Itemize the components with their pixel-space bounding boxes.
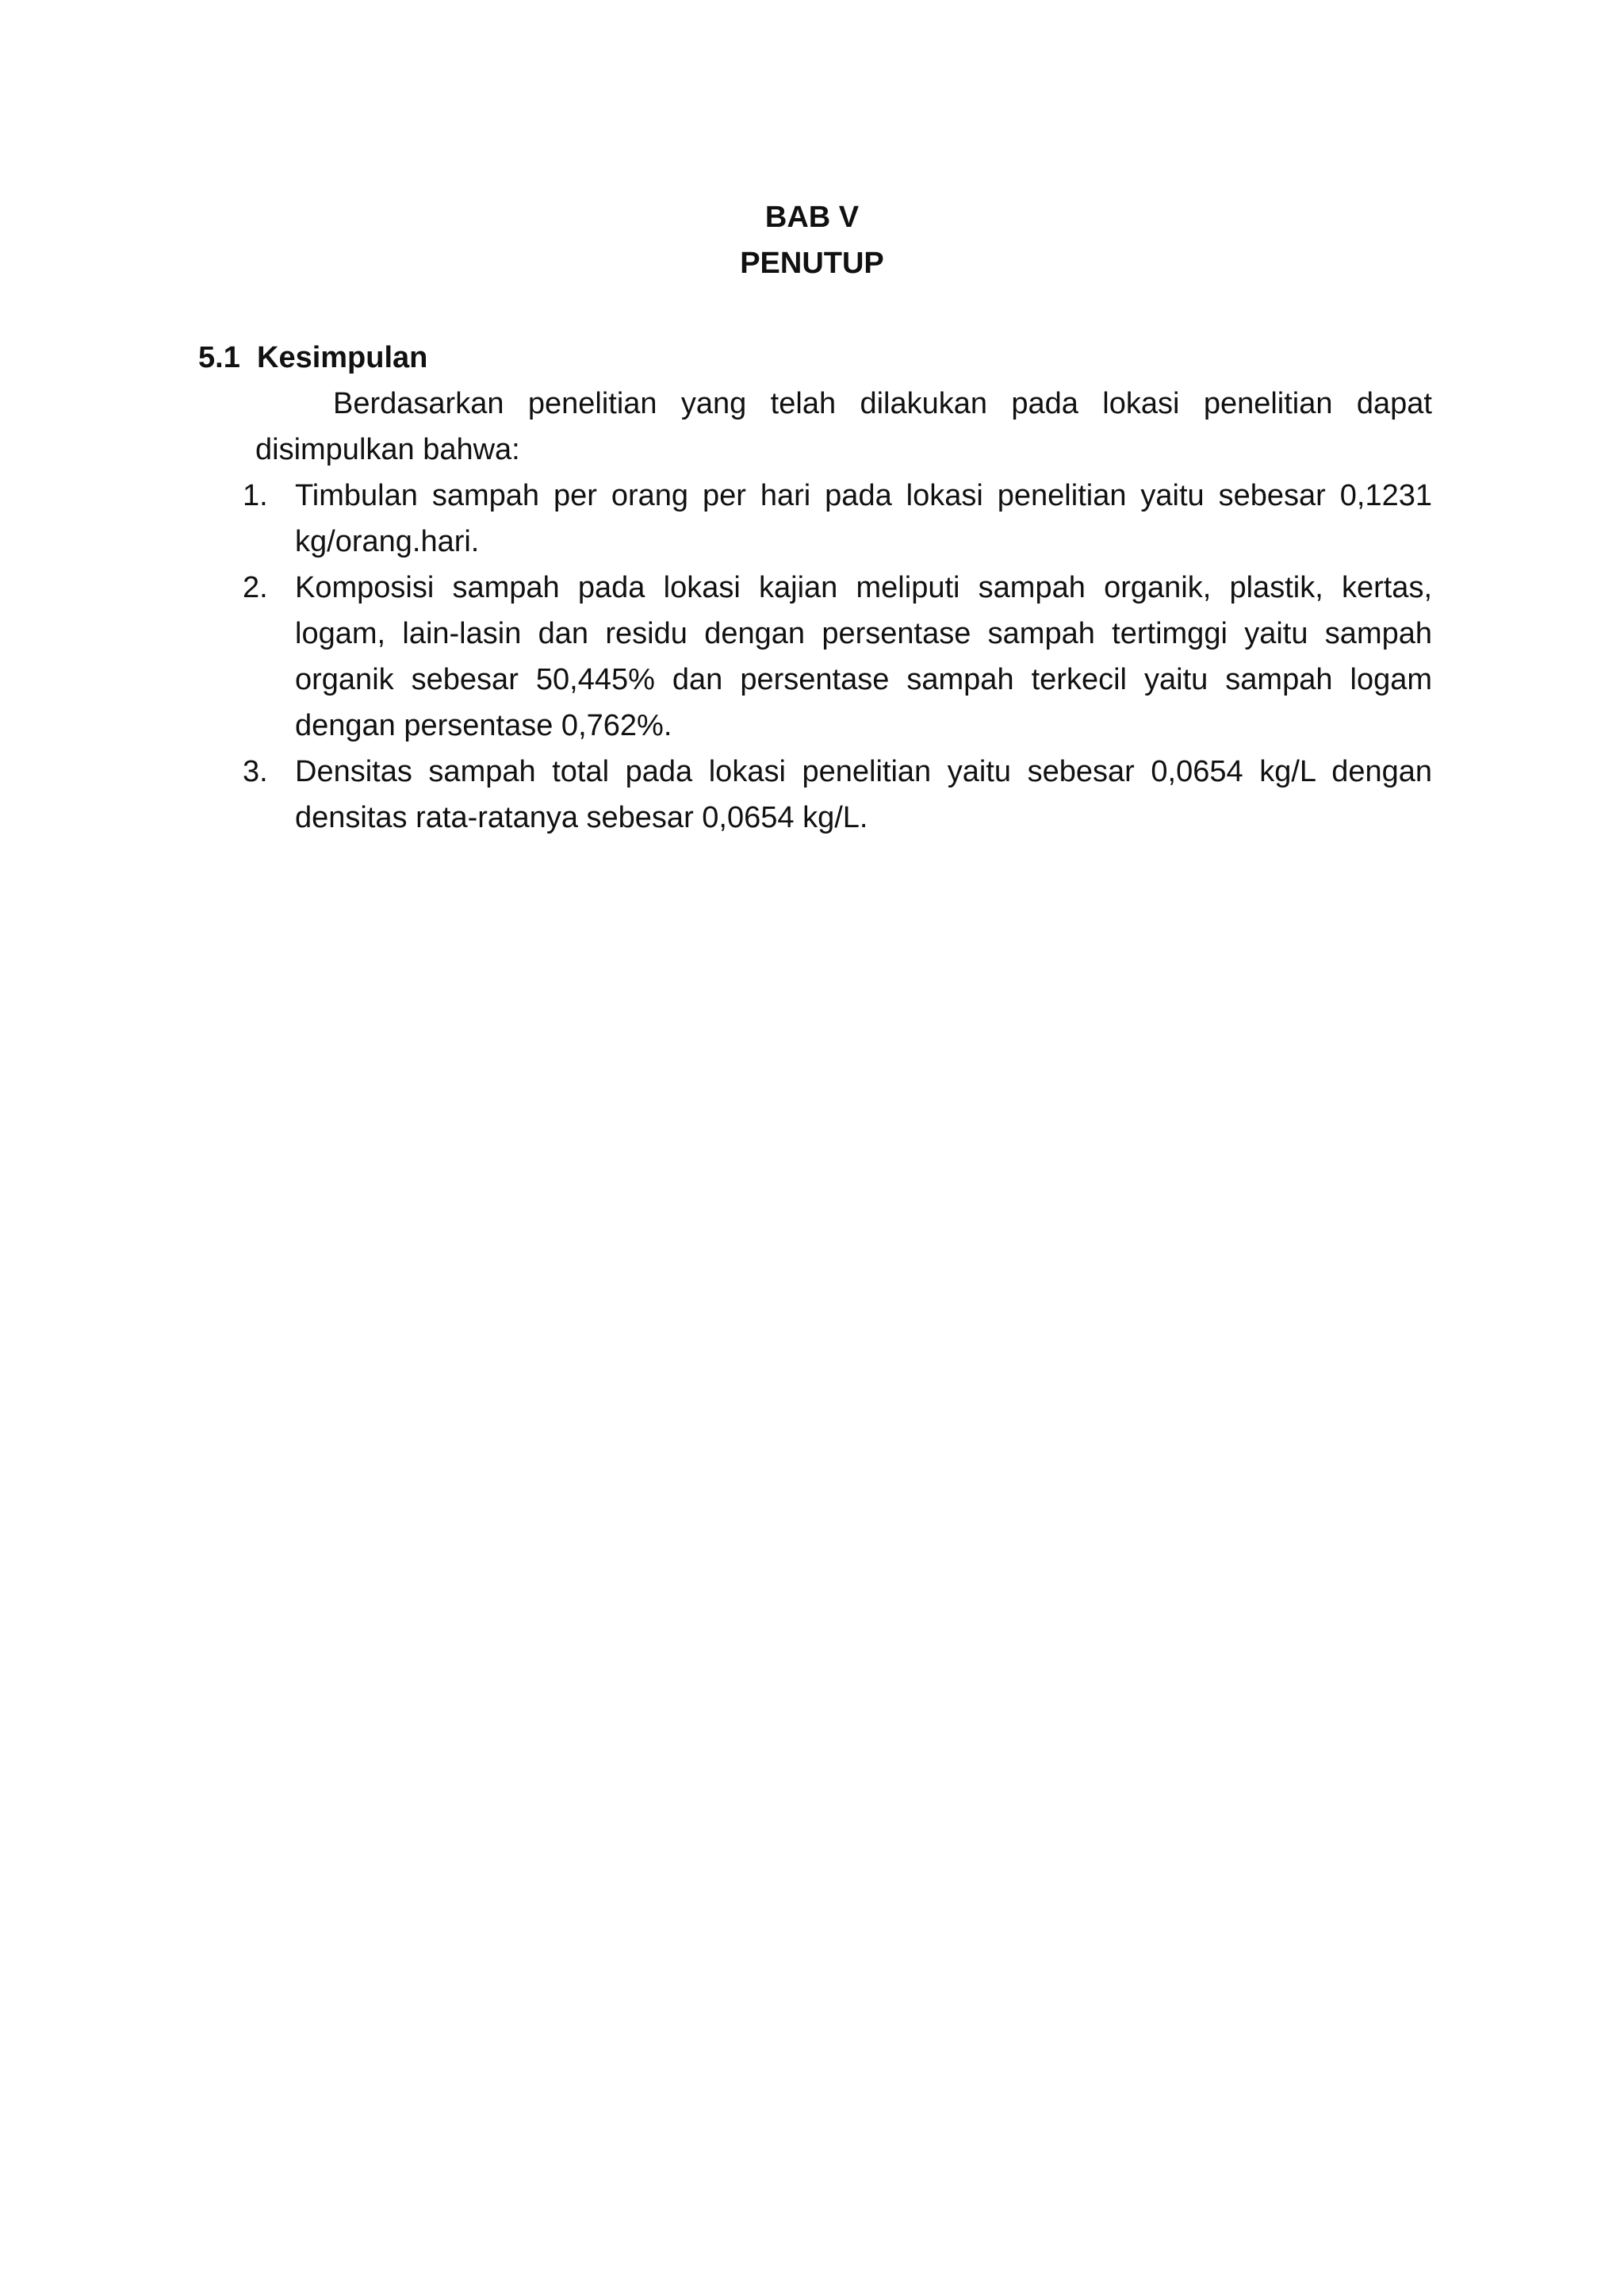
chapter-number: BAB V: [764, 201, 860, 234]
conclusion-text: Timbulan sampah per orang per hari pada lokasi penelitian yaitu sebesar 0,1231 kg/orang.hari.: [295, 479, 1432, 558]
list-marker: 3.: [243, 755, 268, 788]
conclusion-item-2: [243, 565, 1432, 749]
intro-paragraph: Berdasarkan penelitian yang telah dilakukan pada lokasi penelitian dapat disimpulkan bahwa:: [255, 387, 1432, 466]
section-heading: [198, 335, 427, 381]
conclusion-item-3: [243, 749, 1432, 841]
conclusion-text: Komposisi sampah pada lokasi kajian meliputi sampah organik, plastik, kertas, logam, lain-lasin dan residu dengan persentase sampah tertimggi yaitu sampah organik sebesar 50,445% dan persentase sampah terkecil yaitu sampah logam dengan persentase 0,762%.: [295, 571, 1432, 742]
conclusion-list: [243, 473, 1432, 841]
section-number: 5.1: [198, 341, 240, 374]
list-marker: 2.: [243, 571, 268, 604]
list-marker: 1.: [243, 479, 268, 512]
conclusion-text: Densitas sampah total pada lokasi penelitian yaitu sebesar 0,0654 kg/L dengan densitas rata-ratanya sebesar 0,0654 kg/L.: [295, 755, 1432, 834]
chapter-title: PENUTUP: [740, 247, 884, 280]
section-title: Kesimpulan: [257, 341, 428, 374]
conclusion-item-1: [243, 473, 1432, 565]
